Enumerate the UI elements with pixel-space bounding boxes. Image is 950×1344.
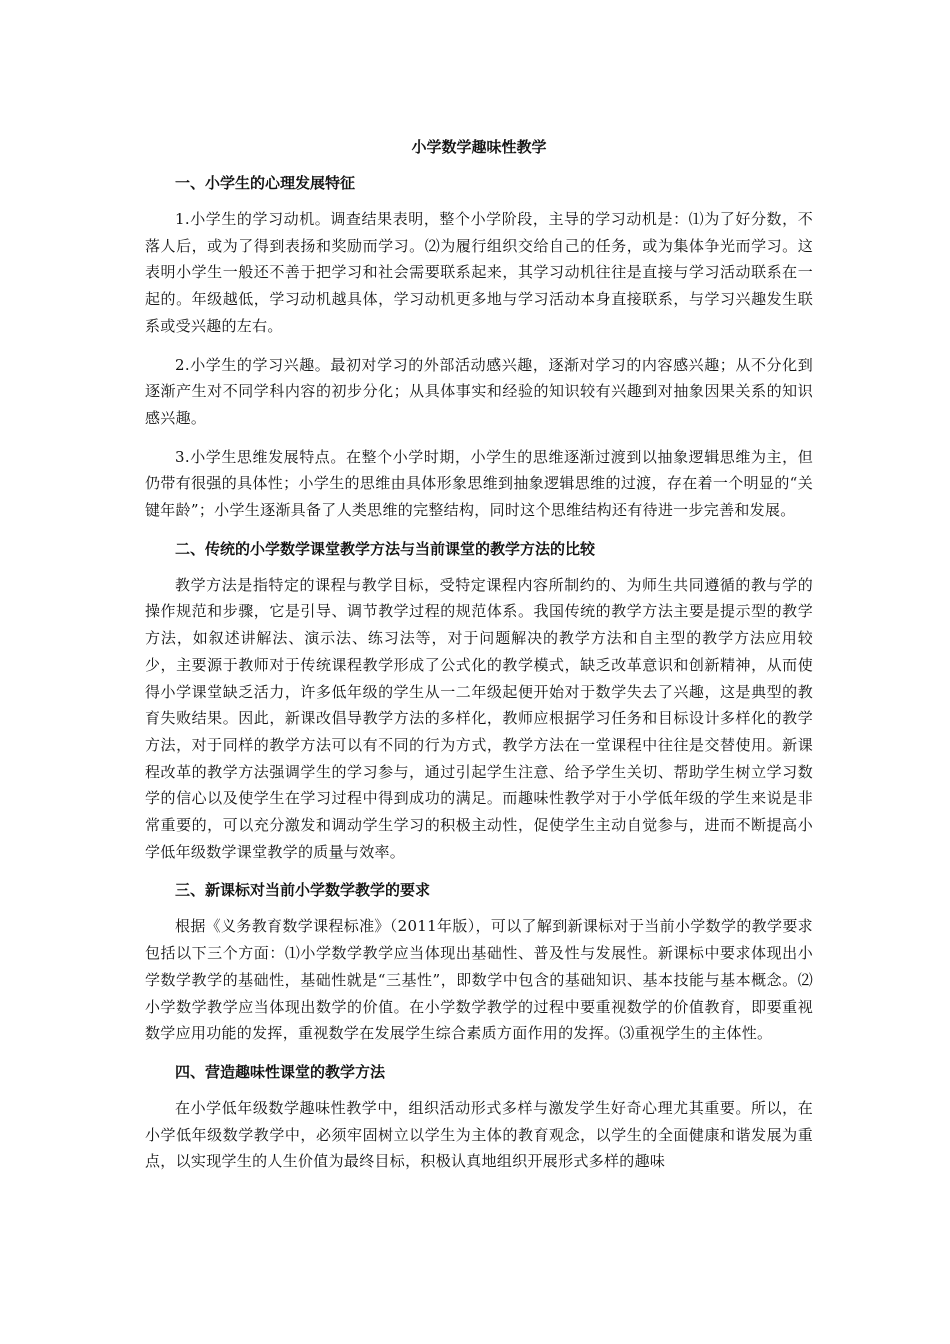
paragraph: 在小学低年级数学趣味性教学中，组织活动形式多样与激发学生好奇心理尤其重要。所以，在小学低年级数学教学中，必须牢固树立以学生为主体的教育观念，以学生的全面健康和谐发展为重点，以实现学生的人生价值为最终目标，积极认真地组织开展形式多样的趣味 <box>145 1098 813 1171</box>
section-heading: 三、新课标对当前小学数学教学的要求 <box>175 881 431 900</box>
section-psychology <box>145 170 813 524</box>
paragraph: 教学方法是指特定的课程与教学目标，受特定课程内容所制约的、为师生共同遵循的教与学的操作规范和步骤，它是引导、调节教学过程的规范体系。我国传统的教学方法主要是提示型的教学方法，如叙述讲解法、演示法、练习法等，对于问题解决的教学方法和自主型的教学方法应用较少，主要源于教师对于传统课程教学形成了公式化的教学模式，缺乏改革意识和创新精神，从而使得小学课堂缺乏活力，许多低年级的学生从一二年级起便开始对于数学失去了兴趣，这是典型的教育失败结果。因此，新课改倡导教学方法的多样化，教师应根据学习任务和目标设计多样化的教学方法，对于同样的教学方法可以有不同的行为方式，教学方法在一堂课程中往往是交替使用。新课程改革的教学方法强调学生的学习参与，通过引起学生注意、给予学生关切、帮助学生树立学习数学的信心以及使学生在学习过程中得到成功的满足。而趣味性教学对于小学低年级的学生来说是非常重要的，可以充分激发和调动学生学习的积极主动性，促使学生主动自觉参与，进而不断提高小学低年级数学课堂教学的质量与效率。 <box>145 575 813 861</box>
section-curriculum-requirements <box>145 877 813 1047</box>
paragraph: 根据《义务教育数学课程标准》（2011年版），可以了解到新课标对于当前小学数学的教学要求包括以下三个方面：⑴小学数学教学应当体现出基础性、普及性与发展性。新课标中要求体现出小学数学教学的基础性，基础性就是“三基性”，即数学中包含的基础知识、基本技能与基本概念。⑵小学数学教学应当体现出数学的价值。在小学数学教学的过程中要重视数学的价值教育，即要重视数学应用功能的发挥，重视数学在发展学生综合素质方面作用的发挥。⑶重视学生的主体性。 <box>145 917 813 1043</box>
paragraph: 2.小学生的学习兴趣。最初对学习的外部活动感兴趣，逐渐对学习的内容感兴趣；从不分化到逐渐产生对不同学科内容的初步分化；从具体事实和经验的知识较有兴趣到对抽象因果关系的知识感兴趣。 <box>145 355 813 427</box>
section-fun-classroom-methods <box>145 1059 813 1175</box>
section-heading: 二、传统的小学数学课堂教学方法与当前课堂的教学方法的比较 <box>175 539 596 558</box>
section-heading: 一、小学生的心理发展特征 <box>175 174 356 192</box>
paragraph: 1.小学生的学习动机。调查结果表明，整个小学阶段，主导的学习动机是：⑴为了好分数，不落人后，或为了得到表扬和奖励而学习。⑵为履行组织交给自己的任务，或为集体争光而学习。这表明小学生一般还不善于把学习和社会需要联系起来，其学习动机往往是直接与学习活动联系在一起的。年级越低，学习动机越具体，学习动机更多地与学习活动本身直接联系，与学习兴趣发生联系或受兴趣的左右。 <box>145 210 813 335</box>
paragraph: 3.小学生思维发展特点。在整个小学时期，小学生的思维逐渐过渡到以抽象逻辑思维为主，但仍带有很强的具体性；小学生的思维由具体形象思维到抽象逻辑思维的过渡，存在着一个明显的“关键年龄”；小学生逐渐具备了人类思维的完整结构，同时这个思维结构还有待进一步完善和发展。 <box>145 447 813 520</box>
document-title: 小学数学趣味性教学 <box>411 138 547 156</box>
section-heading: 四、营造趣味性课堂的教学方法 <box>175 1062 386 1081</box>
document-page <box>145 134 813 1187</box>
section-method-comparison <box>145 536 813 866</box>
